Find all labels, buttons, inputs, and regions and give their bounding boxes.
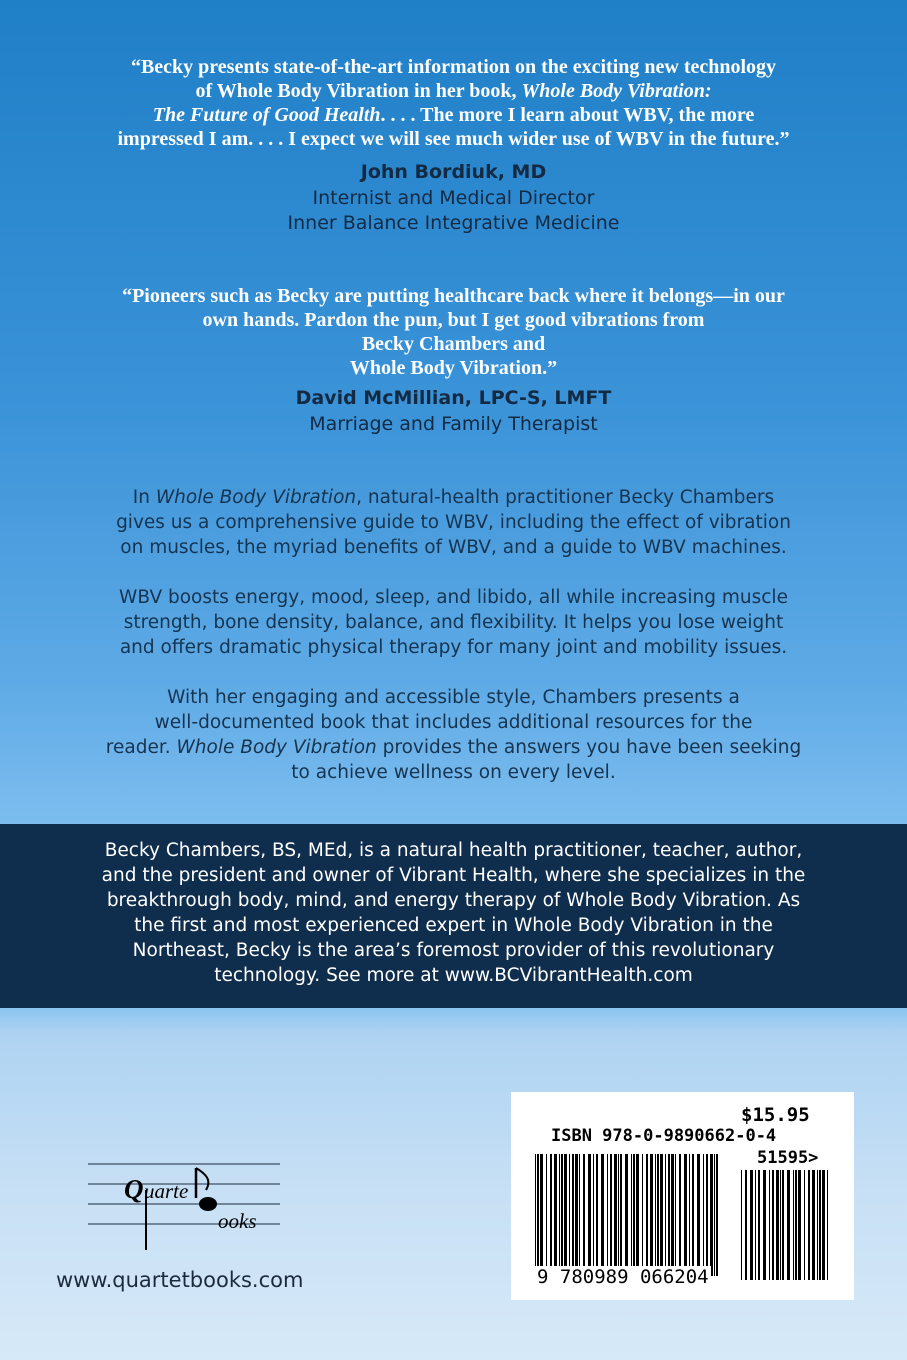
barcode-bar xyxy=(706,1154,708,1276)
endorser-2-role: Marriage and Family Therapist xyxy=(309,413,598,435)
endorser-1-org: Inner Balance Integrative Medicine xyxy=(287,212,620,234)
barcode-bar xyxy=(714,1154,715,1276)
barcode-bar xyxy=(692,1154,694,1276)
barcode-bar xyxy=(610,1154,612,1276)
barcode-bar xyxy=(569,1154,570,1276)
book-title: Whole Body Vibration xyxy=(176,737,377,758)
barcode-bar xyxy=(575,1154,578,1276)
addon-digits: 51595> xyxy=(757,1148,819,1168)
publisher-website[interactable]: www.quartetbooks.com xyxy=(56,1268,304,1292)
barcode-bar xyxy=(668,1154,670,1276)
quote-2-line: Becky Chambers and xyxy=(361,333,546,355)
barcode-bar xyxy=(817,1170,818,1280)
barcode-bar xyxy=(795,1170,797,1280)
barcode-bar xyxy=(675,1154,676,1276)
barcode-bar xyxy=(618,1154,619,1276)
barcode-bar xyxy=(769,1170,770,1280)
book-title: Whole Body Vibration xyxy=(155,487,357,508)
barcode-bar xyxy=(808,1170,810,1280)
barcode-bar xyxy=(642,1154,643,1276)
ean-digits: 9 780989 066204 xyxy=(537,1266,709,1288)
quote-2-line: Whole Body Vibration.” xyxy=(349,357,558,379)
endorser-2-name: David McMillian, LPC-S, LMFT xyxy=(295,387,612,409)
barcode-bar xyxy=(550,1154,552,1276)
barcode-box xyxy=(511,1092,854,1300)
barcode-bar xyxy=(822,1170,825,1280)
barcode-bar xyxy=(782,1170,784,1280)
barcode-bar xyxy=(812,1170,815,1280)
svg-text:Q: Q xyxy=(124,1174,144,1204)
barcode-bar xyxy=(561,1154,563,1276)
svg-text:ooks: ooks xyxy=(218,1209,257,1233)
endorser-1-name: John Bordiuk, MD xyxy=(360,161,547,183)
barcode-bar xyxy=(741,1170,742,1280)
quote-1-line-4: impressed I am. . . . I expect we will see much wider use of WBV in the future.” xyxy=(117,128,790,150)
barcode-bar xyxy=(750,1170,753,1280)
endorser-1-role: Internist and Medical Director xyxy=(312,187,595,209)
barcode-bar xyxy=(671,1154,674,1276)
barcode-bar xyxy=(776,1170,779,1280)
barcode-bar xyxy=(601,1154,604,1276)
barcode-bar xyxy=(657,1154,659,1276)
isbn-label: ISBN 978-0-9890662-0-4 xyxy=(551,1126,777,1146)
quote-2 xyxy=(0,284,907,380)
price-label: $15.95 xyxy=(741,1104,810,1126)
barcode-bar xyxy=(546,1154,547,1276)
barcode-bar xyxy=(588,1154,591,1276)
barcode-bar xyxy=(716,1154,718,1276)
music-staff-logo-icon xyxy=(88,1160,280,1252)
description-paragraph-1: In Whole Body Vibration, natural-health practitioner Becky Chambers gives us a comprehensive guide to WBV, including the effect of vibration on muscles, the myriad benefits of WBV, and a guide to WBV machines. xyxy=(116,487,791,558)
barcode-bar xyxy=(631,1154,632,1276)
barcode-bar xyxy=(583,1154,585,1276)
svg-text:uarte: uarte xyxy=(144,1179,189,1203)
barcode-bar xyxy=(819,1170,821,1280)
barcode-bar xyxy=(710,1154,713,1276)
barcode-bar xyxy=(596,1154,598,1276)
barcode-bar xyxy=(655,1154,656,1276)
barcode-bar xyxy=(564,1154,567,1276)
quote-1 xyxy=(0,55,907,151)
quote-2-line: own hands. Pardon the pun, but I get good vibrations from xyxy=(202,309,705,331)
author-bio-band xyxy=(0,824,907,1008)
barcode-bar xyxy=(758,1170,760,1280)
barcode-bar xyxy=(793,1170,794,1280)
barcode-bar xyxy=(703,1154,704,1276)
barcode-bar xyxy=(620,1154,622,1276)
barcode-bar xyxy=(607,1154,608,1276)
barcode-bar xyxy=(535,1154,536,1276)
barcode-bar xyxy=(593,1154,594,1276)
barcode-bar xyxy=(787,1170,790,1280)
barcode-bar xyxy=(614,1154,617,1276)
barcode-bar xyxy=(798,1170,801,1280)
barcode-bar xyxy=(646,1154,648,1276)
barcode-bar xyxy=(804,1170,805,1280)
description-paragraph-2: WBV boosts energy, mood, sleep, and libido, all while increasing muscle strength, bone density, balance, and flexibility. It helps you lose weight and offers dramatic physical therapy for many joint and mobility issues. xyxy=(119,587,788,658)
barcode-bar xyxy=(579,1154,580,1276)
barcode-bar xyxy=(689,1154,690,1276)
barcode-bar xyxy=(684,1154,687,1276)
quote-1-book-subtitle: The Future of Good Health xyxy=(152,104,381,126)
barcode-bar xyxy=(772,1170,774,1280)
barcode-bar xyxy=(554,1154,557,1276)
barcode-bar xyxy=(763,1170,766,1280)
barcode-bar xyxy=(827,1170,828,1280)
barcode-bar xyxy=(679,1154,681,1276)
barcode-bar xyxy=(780,1170,781,1280)
barcode-bar xyxy=(665,1154,666,1276)
description-paragraph-3: With her engaging and accessible style, Chambers presents a well-documented book that includes additional resources for the reader. Whole Body Vibration provides the answers you have been seeking to achieve wellness on every level. xyxy=(105,687,802,783)
quote-1-line-1: “Becky presents state-of-the-art information on the exciting new technology xyxy=(130,56,777,78)
barcode-bar xyxy=(572,1154,574,1276)
barcode-bar xyxy=(537,1154,539,1276)
quote-1-book-title: Whole Body Vibration: xyxy=(521,80,712,102)
quote-1-line-2: of Whole Body Vibration in her book, xyxy=(195,80,517,102)
barcode-bar xyxy=(650,1154,653,1276)
barcode-bar xyxy=(559,1154,560,1276)
publisher-logo xyxy=(88,1160,280,1252)
barcode-bar xyxy=(745,1170,747,1280)
barcode-bar xyxy=(633,1154,635,1276)
barcode-bar xyxy=(636,1154,639,1276)
barcode-bar xyxy=(625,1154,628,1276)
barcode-bar xyxy=(540,1154,543,1276)
barcode-bar xyxy=(660,1154,663,1276)
barcode-bar xyxy=(697,1154,700,1276)
quote-1-line-3: . . . . The more I learn about WBV, the more xyxy=(380,104,755,126)
quote-2-line: “Pioneers such as Becky are putting healthcare back where it belongs—in our xyxy=(122,285,785,307)
barcode-bar xyxy=(755,1170,756,1280)
author-bio: Becky Chambers, BS, MEd, is a natural health practitioner, teacher, author, and the president and owner of Vibrant Health, where she specializes in the breakthrough body, mind, and energy therapy of Whole Body Vibration. As the first and most experienced expert in Whole Body Vibration in the Northeast, Becky is the area’s foremost provider of this revolutionary technology. See more at www.BCVibrantHealth.com xyxy=(101,840,806,986)
